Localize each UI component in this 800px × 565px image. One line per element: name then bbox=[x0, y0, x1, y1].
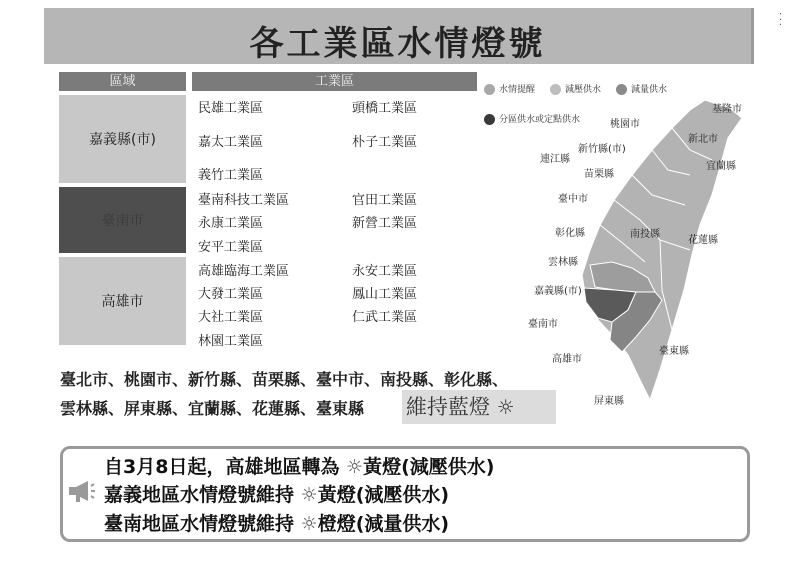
legend-item bbox=[484, 82, 535, 95]
legend-label: 水情提醒 bbox=[499, 85, 536, 95]
region-kaohsiung bbox=[59, 257, 186, 345]
map-label: 臺中市 bbox=[558, 194, 588, 205]
status-cities-line2: 雲林縣、屏東縣、宜蘭縣、花蓮縣、臺東縣 bbox=[60, 399, 365, 418]
zone-item: 臺南科技工業區 bbox=[198, 193, 290, 208]
map-label: 屏東縣 bbox=[594, 396, 624, 407]
corner-marks: ⁚ · bbox=[778, 12, 782, 31]
title-banner bbox=[44, 8, 754, 64]
status-cities-line1: 臺北市、桃園市、新竹縣、苗栗縣、臺中市、南投縣、彰化縣、 bbox=[60, 370, 509, 389]
region-label: 臺南市 bbox=[101, 213, 144, 229]
notice-lamp: 黃燈(減壓供水) bbox=[363, 456, 495, 478]
notice-line-kaohsiung bbox=[104, 452, 495, 479]
zone-item: 官田工業區 bbox=[352, 193, 418, 208]
legend-swatch bbox=[616, 84, 627, 95]
map-label: 雲林縣 bbox=[548, 257, 578, 268]
lightbulb-icon: ☼ bbox=[496, 395, 515, 419]
map-label: 新竹縣(市) bbox=[578, 144, 626, 155]
zone-item: 朴子工業區 bbox=[352, 135, 418, 150]
legend-swatch bbox=[484, 84, 495, 95]
page-title: 各工業區水情燈號 bbox=[249, 24, 546, 64]
notice-text: 嘉義地區水情燈號維持 bbox=[104, 484, 295, 506]
zone-item: 大社工業區 bbox=[198, 310, 264, 325]
zone-item: 鳳山工業區 bbox=[352, 287, 418, 302]
blue-light-text: 維持藍燈 bbox=[406, 395, 490, 419]
zone-item: 民雄工業區 bbox=[198, 101, 264, 116]
zone-item: 安平工業區 bbox=[198, 240, 264, 255]
legend-item bbox=[616, 82, 667, 95]
legend-swatch bbox=[484, 114, 495, 125]
map-label: 臺東縣 bbox=[659, 346, 689, 357]
lightbulb-icon: ☼ bbox=[346, 456, 364, 478]
region-chiayi bbox=[59, 95, 186, 183]
legend-label: 分區供水或定點供水 bbox=[499, 115, 581, 125]
lightbulb-icon: ☼ bbox=[300, 484, 318, 506]
zone-item: 義竹工業區 bbox=[198, 168, 264, 183]
notice-text: 臺南地區水情燈號維持 bbox=[104, 513, 295, 535]
zone-item: 嘉太工業區 bbox=[198, 135, 264, 150]
map-label: 基隆市 bbox=[712, 104, 742, 115]
notice-lamp: 黃燈(減壓供水) bbox=[317, 484, 450, 506]
map-label: 宜蘭縣 bbox=[706, 161, 736, 172]
region-label: 高雄市 bbox=[101, 294, 144, 310]
map-label: 臺南市 bbox=[528, 319, 558, 330]
zone-item: 高雄臨海工業區 bbox=[198, 264, 290, 279]
zone-item: 永康工業區 bbox=[198, 216, 264, 231]
map-label: 高雄市 bbox=[552, 354, 582, 365]
table-header-region: 區域 bbox=[59, 72, 186, 91]
legend-label: 減壓供水 bbox=[565, 85, 602, 95]
zone-item: 永安工業區 bbox=[352, 264, 418, 279]
notice-line-tainan bbox=[104, 509, 449, 536]
legend-item bbox=[550, 82, 601, 95]
map-label: 桃園市 bbox=[610, 119, 640, 130]
legend-label: 減量供水 bbox=[631, 85, 668, 95]
map-label: 連江縣 bbox=[540, 154, 570, 165]
lightbulb-icon: ☼ bbox=[300, 513, 318, 535]
zone-item: 林園工業區 bbox=[198, 334, 264, 349]
table-header-zone: 工業區 bbox=[192, 72, 477, 91]
zone-item: 仁武工業區 bbox=[352, 310, 418, 325]
region-tainan bbox=[59, 187, 186, 253]
map-label: 南投縣 bbox=[630, 229, 660, 240]
notice-text: 自3月8日起，高雄地區轉為 bbox=[104, 456, 340, 478]
legend-swatch bbox=[550, 84, 561, 95]
zone-item: 大發工業區 bbox=[198, 287, 264, 302]
map-label: 苗栗縣 bbox=[584, 169, 614, 180]
map-label: 新北市 bbox=[688, 134, 718, 145]
megaphone-icon bbox=[66, 478, 96, 504]
map-label: 花蓮縣 bbox=[688, 235, 718, 246]
map-label: 嘉義縣(市) bbox=[534, 286, 582, 297]
notice-line-chiayi bbox=[104, 480, 449, 507]
region-label: 嘉義縣(市) bbox=[89, 132, 156, 148]
zone-item: 頭橋工業區 bbox=[352, 101, 418, 116]
map-label: 彰化縣 bbox=[555, 228, 585, 239]
notice-lamp: 橙燈(減量供水) bbox=[317, 513, 450, 535]
zone-item: 新營工業區 bbox=[352, 216, 418, 231]
